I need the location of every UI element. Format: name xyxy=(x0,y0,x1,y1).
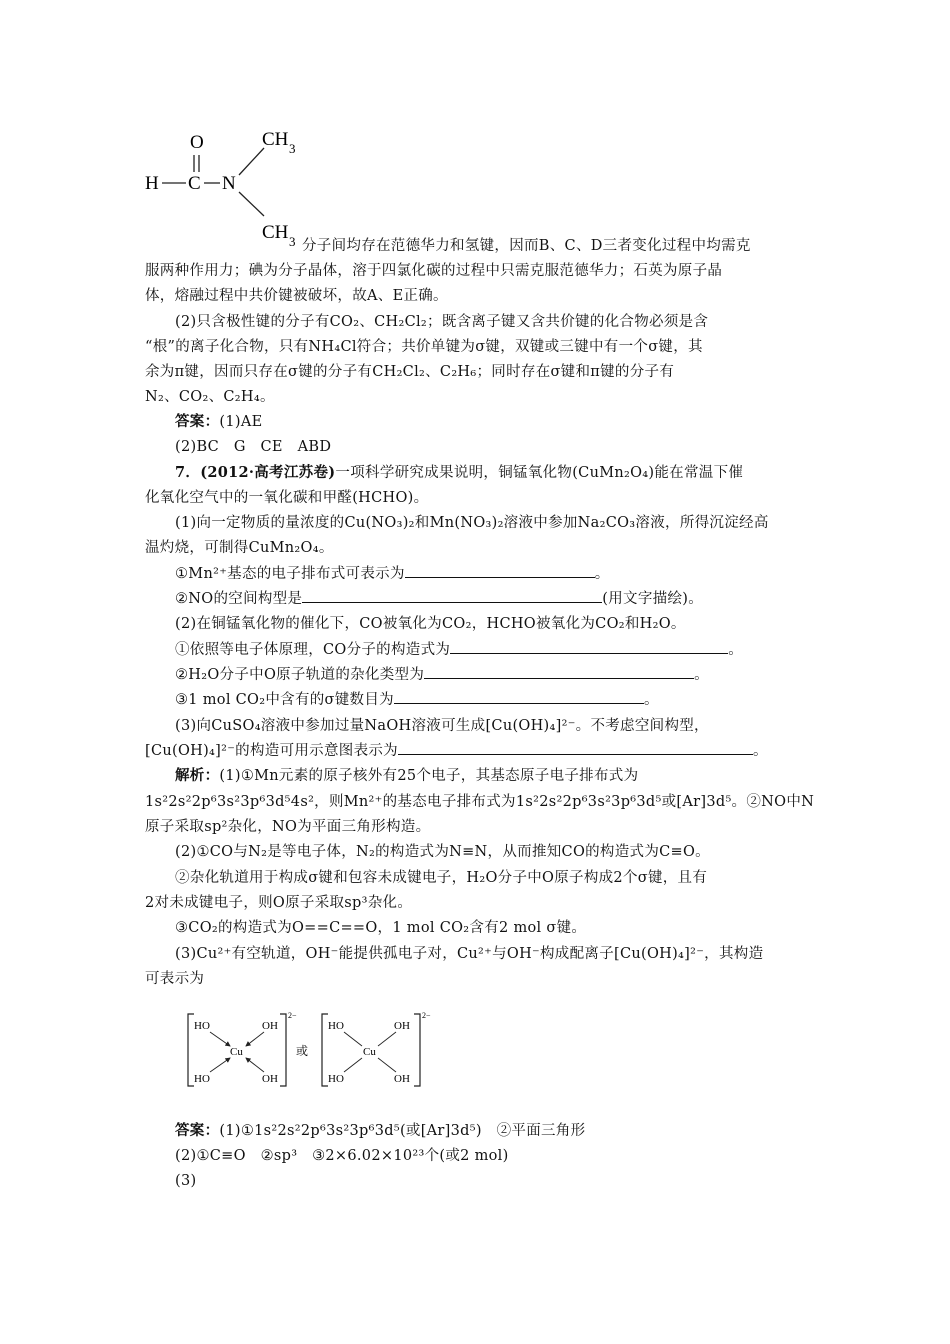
ligand-oh: OH xyxy=(394,1073,410,1085)
analysis-heading xyxy=(175,764,815,788)
punct: 。 xyxy=(594,566,610,582)
text-line: 服两种作用力；碘为分子晶体，溶于四氯化碳的过程中只需克服范德华力；石英为原子晶 xyxy=(145,263,723,279)
punct: 。 xyxy=(728,642,743,658)
ligand-ho: HO xyxy=(328,1020,344,1032)
atom-c: C xyxy=(188,173,201,194)
methyl-top-sub: 3 xyxy=(289,141,296,156)
punct: 。 xyxy=(643,692,659,708)
text-line: (3)Cu²⁺有空轨道，OH⁻能提供孤电子对，Cu²⁺与OH⁻构成配离子[Cu(OH)₄]²⁻，其构造 xyxy=(175,946,764,962)
atom-h: H xyxy=(145,173,159,194)
atom-n: N xyxy=(222,173,236,194)
text-line: 可表示为 xyxy=(145,971,205,987)
question-item xyxy=(175,688,815,712)
answer-blank[interactable] xyxy=(394,688,644,704)
answer-line: (3) xyxy=(175,1173,197,1189)
text-line: (1)向一定物质的量浓度的Cu(NO₃)₂和Mn(NO₃)₂溶液中参加Na₂CO₃溶液，所得沉淀经高 xyxy=(175,515,769,531)
question-item xyxy=(175,562,815,586)
question-item-text: [Cu(OH)₄]²⁻的构造可用示意图表示为 xyxy=(145,743,398,759)
question-item-text: ③1 mol CO₂中含有的σ键数目为 xyxy=(175,692,394,708)
answer-line: (2)①C≡O ②sp³ ③2×6.02×10²³个(或2 mol) xyxy=(175,1148,509,1164)
text-line: 2对未成键电子，则O原子采取sp³杂化。 xyxy=(145,895,413,911)
methyl-top: CH xyxy=(262,129,289,150)
text-line: 分子间均存在范德华力和氢键，因而B、C、D三者变化过程中均需克 xyxy=(302,238,751,254)
metal-cu: Cu xyxy=(230,1046,243,1058)
answer-line xyxy=(175,1119,815,1143)
metal-cu: Cu xyxy=(363,1046,376,1058)
text-line: 温灼烧，可制得CuMn₂O₄。 xyxy=(145,540,334,556)
question-heading xyxy=(175,461,815,485)
dmf-structure-diagram xyxy=(140,120,310,250)
text-line: (3)向CuSO₄溶液中参加过量NaOH溶液可生成[Cu(OH)₄]²⁻。不考虑空间构型， xyxy=(175,718,709,734)
answer-blank[interactable] xyxy=(398,739,753,755)
analysis-label: 解析： xyxy=(175,767,220,784)
ligand-oh: OH xyxy=(262,1073,278,1085)
ligand-ho: HO xyxy=(194,1020,210,1032)
answer-text: (1)①1s²2s²2p⁶3s²3p⁶3d⁵(或[Ar]3d⁵) ②平面三角形 xyxy=(219,1123,586,1139)
text-line: ③CO₂的构造式为O==C==O，1 mol CO₂含有2 mol σ键。 xyxy=(175,920,587,936)
ligand-ho: HO xyxy=(194,1073,210,1085)
answer-label: 答案： xyxy=(175,413,220,430)
methyl-bottom-sub: 3 xyxy=(289,234,296,249)
charge-label: 2− xyxy=(422,1011,431,1020)
answer-blank[interactable] xyxy=(302,587,602,603)
text-line: 原子采取sp²杂化，NO为平面三角形构造。 xyxy=(145,819,431,835)
question-item-text: ①依照等电子体原理，CO分子的构造式为 xyxy=(175,642,451,658)
answer-blank[interactable] xyxy=(450,638,728,654)
answer-blank[interactable] xyxy=(424,663,694,679)
question-item-text: ②H₂O分子中O原子轨道的杂化类型为 xyxy=(175,667,425,683)
text-line: 1s²2s²2p⁶3s²3p⁶3d⁵4s²，则Mn²⁺的基态电子排布式为1s²2s²2p⁶3s²3p⁶3d⁵或[Ar]3d⁵。②NO中N xyxy=(145,794,815,810)
answer-line: (2)BC G CE ABD xyxy=(175,439,332,455)
complex-ion-diagram xyxy=(180,1008,440,1093)
question-item-text: ①Mn²⁺基态的电子排布式可表示为 xyxy=(175,566,405,582)
analysis-text: (1)①Mn元素的原子核外有25个电子，其基态原子电子排布式为 xyxy=(219,768,639,784)
punct: 。 xyxy=(752,743,768,759)
text-line: “根”的离子化合物，只有NH₄Cl符合；共价单键为σ键，双键或三键中有一个σ键，其 xyxy=(145,339,703,355)
charge-label: 2− xyxy=(288,1011,297,1020)
answer-blank[interactable] xyxy=(405,562,595,578)
methyl-bottom: CH xyxy=(262,222,289,243)
question-text: 一项科学研究成果说明，铜锰氧化物(CuMn₂O₄)能在常温下催 xyxy=(335,465,744,481)
question-item xyxy=(175,587,815,611)
text-line: (2)①CO与N₂是等电子体，N₂的构造式为N≡N，从而推知CO的构造式为C≡O。 xyxy=(175,844,710,860)
question-item-text: ②NO的空间构型是 xyxy=(175,591,303,607)
punct: 。 xyxy=(694,667,709,683)
text-line: N₂、CO₂、C₂H₄。 xyxy=(145,389,275,405)
ligand-oh: OH xyxy=(262,1020,278,1032)
text-line: 化氧化空气中的一氧化碳和甲醛(HCHO)。 xyxy=(145,490,429,506)
answer-label: 答案： xyxy=(175,1122,220,1139)
text-line: (2)只含极性键的分子有CO₂、CH₂Cl₂；既含离子键又含共价键的化合物必须是含 xyxy=(175,314,709,330)
question-item xyxy=(175,663,815,687)
answer-line xyxy=(175,410,815,434)
text-line: 体，熔融过程中共价键被破坏，故A、E正确。 xyxy=(145,288,448,304)
text-line: ②杂化轨道用于构成σ键和包容未成键电子，H₂O分子中O原子构成2个σ键，且有 xyxy=(175,870,708,886)
ligand-ho: HO xyxy=(328,1073,344,1085)
ligand-oh: OH xyxy=(394,1020,410,1032)
atom-o: O xyxy=(190,132,204,153)
punct: (用文字描绘)。 xyxy=(602,591,703,607)
question-item xyxy=(145,739,815,763)
or-label: 或 xyxy=(296,1044,309,1058)
text-line: (2)在铜锰氧化物的催化下，CO被氧化为CO₂，HCHO被氧化为CO₂和H₂O。 xyxy=(175,616,686,632)
text-line: 余为π键，因而只存在σ键的分子有CH₂Cl₂、C₂H₆；同时存在σ键和π键的分子有 xyxy=(145,364,675,380)
question-number: 7．(2012·高考江苏卷) xyxy=(175,464,336,481)
question-item xyxy=(175,638,815,662)
answer-text: (1)AE xyxy=(219,414,263,430)
